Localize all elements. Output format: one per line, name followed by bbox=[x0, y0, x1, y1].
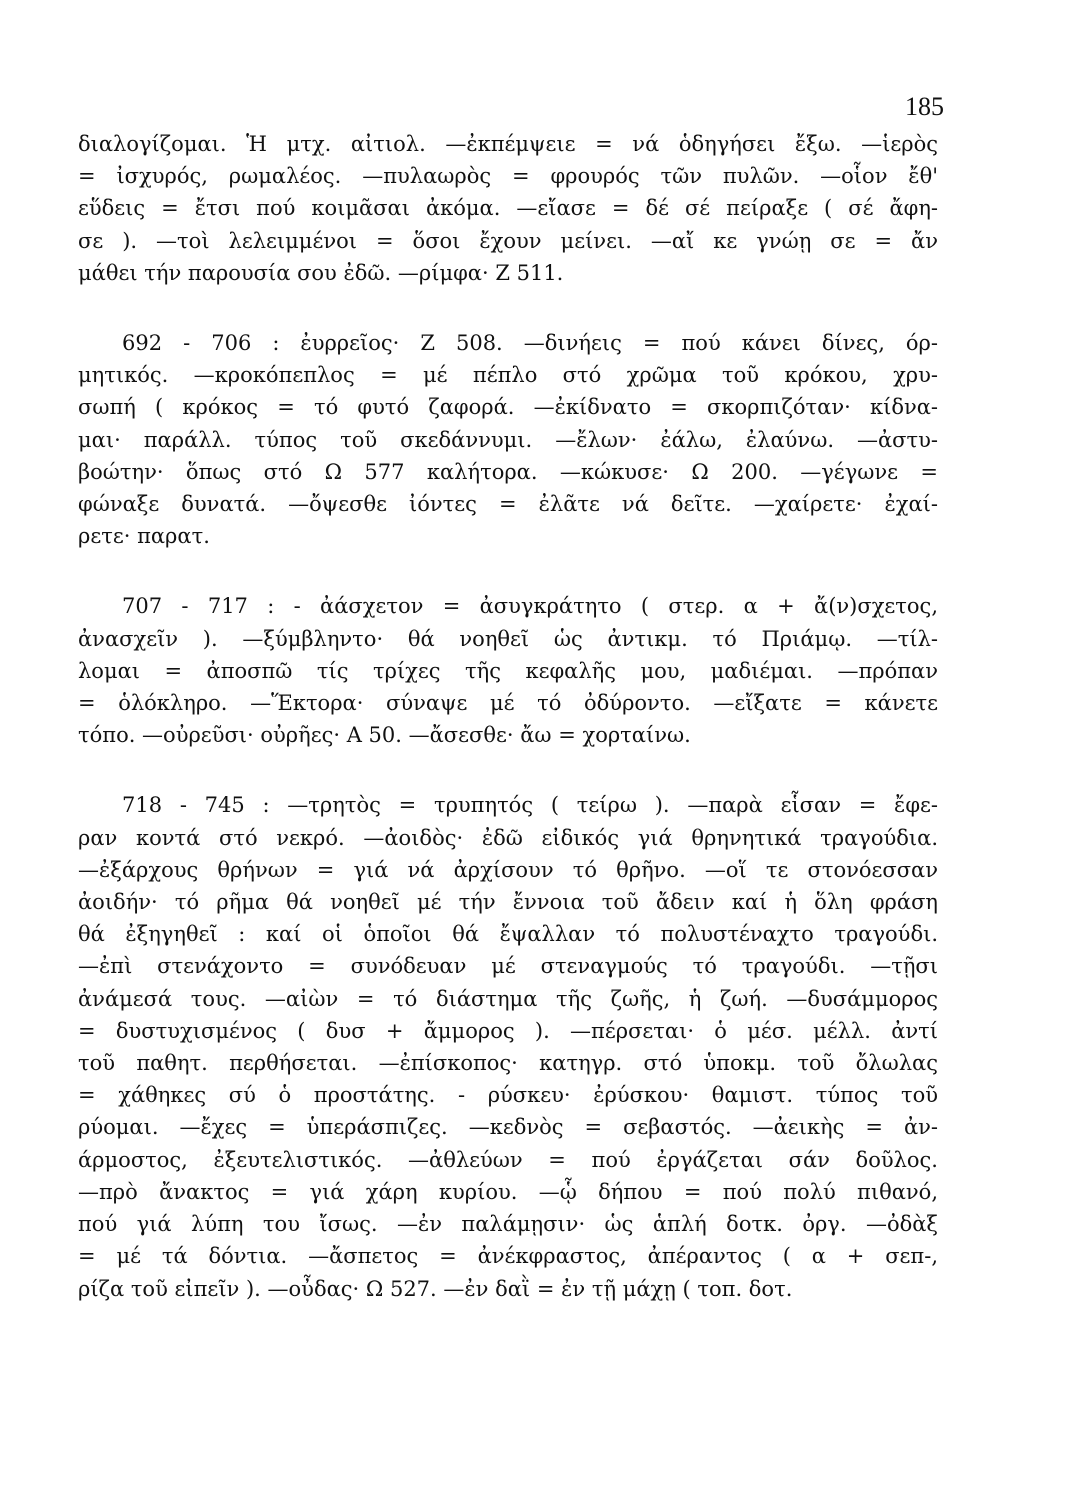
text-line: —ἐξάρχους θρήνων = γιά νά ἀρχίσουν τό θρῆνο. —οἵ τε στονόεσσαν bbox=[78, 857, 938, 882]
text-line: 692 - 706 : ἐυρρεῖος· Ζ 508. —δινήεις = πού κάνει δίνες, όρ- bbox=[122, 331, 938, 356]
text-line: τοῦ παθητ. περθήσεται. —ἐπίσκοπος· κατηγρ. στό ὑποκμ. τοῦ ὄλωλας bbox=[78, 1051, 938, 1076]
text-line: σωπή ( κρόκος = τό φυτό ζαφορά. —ἐκίδνατο = σκορπιζόταν· κίδνα- bbox=[78, 395, 938, 420]
text-line: σε ). —τοὶ λελειμμένοι = ὅσοι ἔχουν μείνει. —αἴ κε γνώῃ σε = ἄν bbox=[78, 228, 938, 253]
text-line: ἀνάμεσά τους. —αἰὼν = τό διάστημα τῆς ζωῆς, ἡ ζωή. —δυσάμμορος bbox=[78, 986, 938, 1011]
text-line: = ὁλόκληρο. —Ἕκτορα· σύναψε μέ τό ὀδύροντο. —εἴξατε = κάνετε bbox=[78, 691, 938, 716]
text-line: πού γιά λύπη του ἴσως. —ἐν παλάμῃσιν· ὡς ἁπλή δοτκ. ὀργ. —ὀδὰξ bbox=[78, 1212, 938, 1237]
paragraph bbox=[78, 590, 938, 751]
text-line: άρμοστος, ἐξευτελιστικός. —ἀθλεύων = πού ἐργάζεται σάν δοῦλος. bbox=[78, 1147, 938, 1172]
text-line: 707 - 717 : - ἀάσχετον = ἀσυγκράτητο ( στερ. α + ἄ(ν)σχετος, bbox=[122, 594, 938, 619]
text-line: ρίζα τοῦ εἰπεῖν ). —οὖδας· Ω 527. —ἐν δαῒ = ἐν τῇ μάχῃ ( τοπ. δοτ. bbox=[78, 1276, 793, 1301]
paragraph bbox=[78, 327, 938, 552]
text-line: ρύομαι. —ἔχες = ὑπεράσπιζες. —κεδνὸς = σεβαστός. —ἀεικὴς = ἀν- bbox=[78, 1115, 938, 1140]
text-line: φώναξε δυνατά. —ὄψεσθε ἰόντες = ἐλᾶτε νά δεῖτε. —χαίρετε· ἐχαί- bbox=[78, 492, 938, 517]
text-line: = μέ τά δόντια. —ἄσπετος = ἀνέκφραστος, ἀπέραντος ( α + σεπ-, bbox=[78, 1244, 938, 1269]
text-line: ραν κοντά στό νεκρό. —ἀοιδὸς· ἐδῶ εἰδικός γιά θρηνητικά τραγούδια. bbox=[78, 825, 938, 850]
text-line: θά ἐξηγηθεῖ : καί οἱ ὁποῖοι θά ἔψαλλαν τό πολυστέναχτο τραγούδι. bbox=[78, 922, 938, 947]
text-line: βοώτην· ὅπως στό Ω 577 καλήτορα. —κώκυσε· Ω 200. —γέγωνε = bbox=[78, 459, 938, 484]
text-line: λομαι = ἀποσπῶ τίς τρίχες τῆς κεφαλῆς μου, μαδιέμαι. —πρόπαν bbox=[78, 658, 938, 683]
text-line: = ἰσχυρός, ρωμαλέος. —πυλαωρὸς = φρουρός τῶν πυλῶν. —οἷον ἔθ' bbox=[78, 164, 938, 189]
text-line: 718 - 745 : —τρητὸς = τρυπητός ( τείρω ). —παρὰ εἷσαν = ἔφε- bbox=[122, 793, 938, 818]
text-line: μητικός. —κροκόπεπλος = μέ πέπλο στό χρῶμα τοῦ κρόκου, χρυ- bbox=[78, 363, 938, 388]
text-line: μάθει τήν παρουσία σου ἐδῶ. —ρίμφα· Ζ 511. bbox=[78, 260, 564, 285]
text-line: τόπο. —οὐρεῦσι· οὐρῆες· Α 50. —ἄσεσθε· ἄω = χορταίνω. bbox=[78, 723, 691, 748]
paragraph bbox=[78, 128, 938, 289]
text-line: διαλογίζομαι. Ἡ μτχ. αἰτιολ. —ἐκπέμψειε = νά ὁδηγήσει ἔξω. —ἱερὸς bbox=[78, 132, 938, 156]
text-line: = χάθηκες σύ ὁ προστάτης. - ρύσκευ· ἐρύσκου· θαμιστ. τύπος τοῦ bbox=[78, 1083, 938, 1108]
text-line: ἀνασχεῖν ). —ξύμβληντο· θά νοηθεῖ ὡς ἀντικμ. τό Πριάμῳ. —τίλ- bbox=[78, 626, 938, 651]
paragraph bbox=[78, 789, 938, 1304]
text-line: ἀοιδήν· τό ρῆμα θά νοηθεῖ μέ τήν ἔννοια τοῦ ἄδειν καί ἡ ὅλη φράση bbox=[78, 890, 938, 915]
text-line: —ἐπὶ στενάχοντο = συνόδευαν μέ στεναγμούς τό τραγούδι. —τῇσι bbox=[78, 954, 938, 979]
text-line: μαι· παράλλ. τύπος τοῦ σκεδάννυμι. —ἔλων· ἐάλω, ἐλαύνω. —ἀστυ- bbox=[78, 427, 938, 452]
commentary-body bbox=[78, 128, 938, 1343]
text-line: = δυστυχισμένος ( δυσ + ἄμμορος ). —πέρσεται· ὁ μέσ. μέλλ. ἀντί bbox=[78, 1018, 938, 1043]
page-number: 185 bbox=[905, 92, 944, 121]
text-line: ρετε· παρατ. bbox=[78, 524, 210, 549]
text-line: —πρὸ ἄνακτος = γιά χάρη κυρίου. —ᾧ δήπου = πού πολύ πιθανό, bbox=[78, 1179, 938, 1204]
text-line: εὕδεις = ἔτσι πού κοιμᾶσαι ἀκόμα. —εἴασε = δέ σέ πείραξε ( σέ ἄφη- bbox=[78, 196, 938, 221]
